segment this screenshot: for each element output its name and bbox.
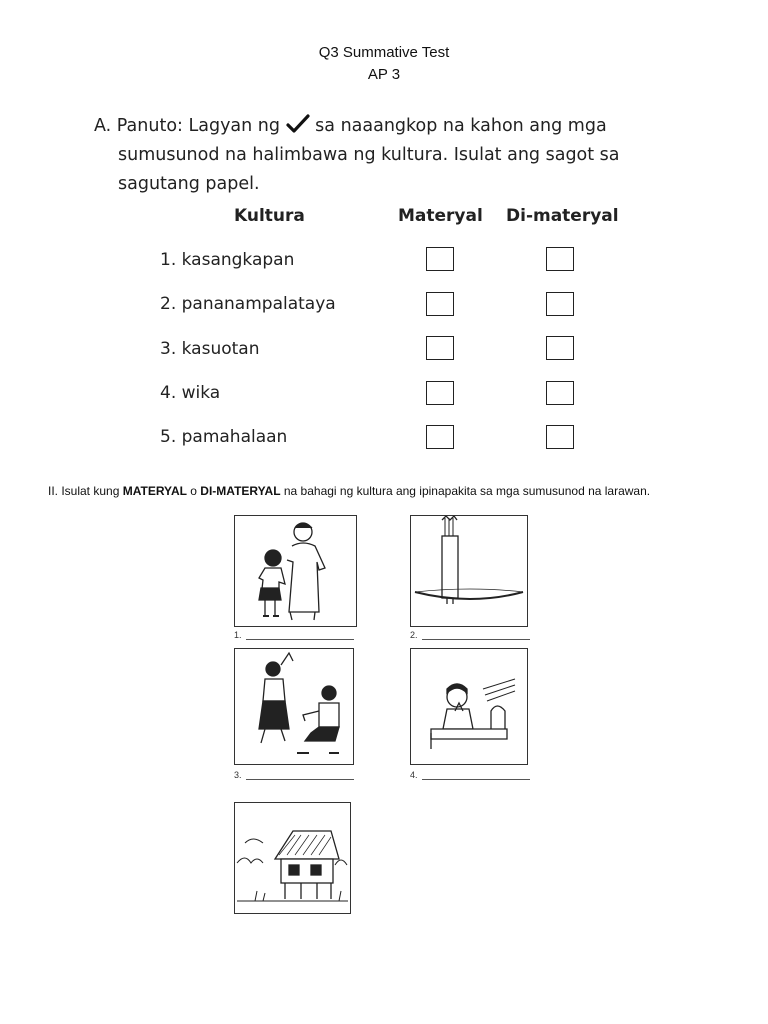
caption-3	[234, 770, 354, 780]
dimateryal-checkbox-5[interactable]	[546, 425, 574, 449]
check-icon	[286, 114, 310, 134]
picture-bow-arrows	[410, 515, 528, 627]
caption-3-number: 3.	[234, 770, 242, 780]
caption-1-number: 1.	[234, 630, 242, 640]
picture-nipa-hut	[234, 802, 351, 914]
answer-line-1[interactable]	[246, 631, 354, 640]
caption-4	[410, 770, 530, 780]
dimateryal-checkbox-3[interactable]	[546, 336, 574, 360]
instruction-line-1	[94, 112, 654, 141]
caption-4-number: 4.	[410, 770, 418, 780]
column-dimateryal: Di-materyal	[506, 206, 619, 226]
materyal-checkbox-5[interactable]	[426, 425, 454, 449]
dimateryal-checkbox-1[interactable]	[546, 247, 574, 271]
part-b-pre: II. Isulat kung	[48, 484, 123, 498]
part-b-materyal: MATERYAL	[122, 484, 187, 498]
caption-2-number: 2.	[410, 630, 418, 640]
item-kasuotan: 3. kasuotan	[160, 339, 260, 359]
answer-line-2[interactable]	[422, 631, 530, 640]
part-b-instruction	[48, 484, 748, 498]
item-pananampalataya: 2. pananampalataya	[160, 294, 336, 314]
dimateryal-checkbox-2[interactable]	[546, 292, 574, 316]
part-b-dimateryal: DI-MATERYAL	[200, 484, 281, 498]
page-subtitle: AP 3	[367, 66, 401, 83]
picture-children-dancing	[234, 648, 354, 765]
instruction-line-1-post: sa naaangkop na kahon ang mga	[315, 116, 607, 136]
instruction-line-1-pre: A. Panuto: Lagyan ng	[94, 116, 281, 136]
materyal-checkbox-4[interactable]	[426, 381, 454, 405]
part-a-instruction	[94, 112, 654, 199]
part-b-mid: o	[186, 484, 201, 498]
item-kasangkapan: 1. kasangkapan	[160, 250, 295, 270]
item-wika: 4. wika	[160, 383, 221, 403]
part-b-post: na bahagi ng kultura ang ipinapakita sa mga sumusunod na larawan.	[280, 484, 651, 498]
materyal-checkbox-1[interactable]	[426, 247, 454, 271]
answer-line-4[interactable]	[422, 771, 530, 780]
dimateryal-checkbox-4[interactable]	[546, 381, 574, 405]
answer-line-3[interactable]	[246, 771, 354, 780]
page-title: Q3 Summative Test	[318, 44, 450, 61]
instruction-line-3: sagutang papel.	[118, 174, 260, 194]
materyal-checkbox-2[interactable]	[426, 292, 454, 316]
picture-boy-praying	[410, 648, 528, 765]
caption-1	[234, 630, 354, 640]
column-materyal: Materyal	[398, 206, 483, 226]
caption-2	[410, 630, 530, 640]
column-kultura: Kultura	[234, 206, 305, 226]
picture-mother-child	[234, 515, 357, 627]
item-pamahalaan: 5. pamahalaan	[160, 427, 288, 447]
materyal-checkbox-3[interactable]	[426, 336, 454, 360]
instruction-line-2: sumusunod na halimbawa ng kultura. Isulat ang sagot sa	[118, 145, 620, 165]
